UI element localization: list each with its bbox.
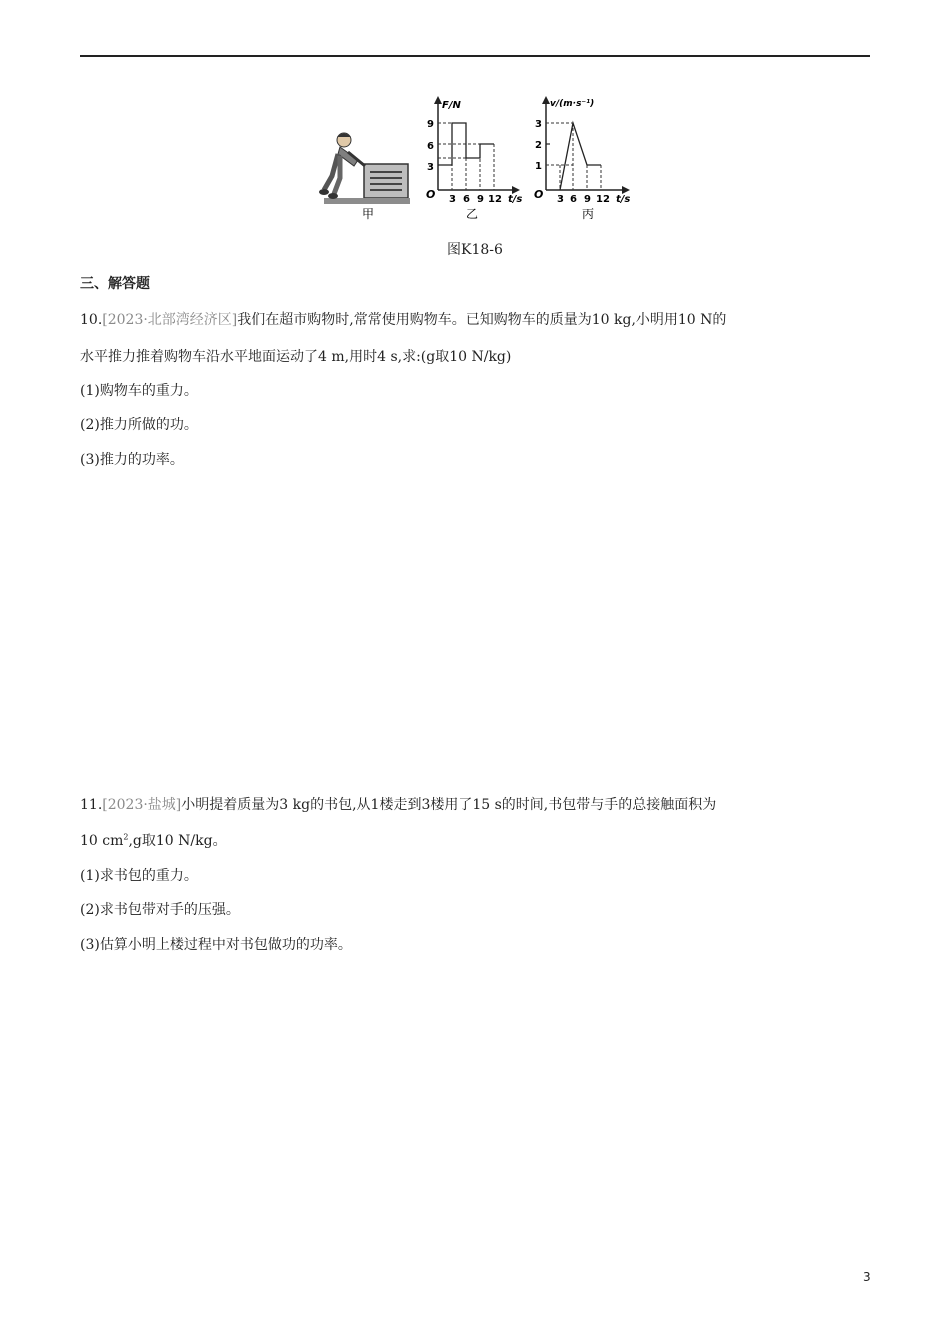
bing-velocity-line [560, 123, 601, 190]
q11-number: 11. [80, 797, 103, 813]
yi-xtick-3: 3 [449, 194, 456, 205]
q11-source: [2023·盐城] [102, 797, 182, 813]
yi-xtick-6: 6 [463, 194, 470, 205]
q10-line1 [80, 309, 726, 329]
q10-part1: (1)购物车的重力。 [80, 383, 198, 399]
bing-ytick-3: 3 [535, 119, 542, 130]
q11-line2 [80, 830, 227, 850]
section-title: 三、解答题 [80, 276, 150, 292]
bing-xtick-3: 3 [557, 194, 564, 205]
q10-text-1: 我们在超市购物时,常常使用购物车。已知购物车的质量为10 kg,小明用10 N的 [237, 312, 727, 328]
ground [324, 198, 410, 204]
q11-part3: (3)估算小明上楼过程中对书包做功的功率。 [80, 937, 352, 953]
bing-xlabel: t/s [616, 194, 631, 205]
figure-k18-6 [318, 92, 638, 228]
yi-ylabel: F/N [442, 100, 461, 111]
q10-line2: 水平推力推着购物车沿水平地面运动了4 m,用时4 s,求:(g取10 N/kg) [80, 349, 512, 365]
yi-xtick-9: 9 [477, 194, 484, 205]
q10-part2: (2)推力所做的功。 [80, 417, 198, 433]
bing-guide-lines [546, 123, 601, 190]
bing-ytick-1: 1 [535, 161, 542, 172]
q11-text-2b: ,g取10 N/kg。 [128, 833, 227, 849]
bing-ylabel: v/(m·s⁻¹) [550, 99, 595, 109]
yi-ytick-9: 9 [427, 119, 434, 130]
bing-xtick-9: 9 [584, 194, 591, 205]
header-rule [80, 55, 870, 57]
box [364, 164, 408, 198]
q11-text-2a: 10 cm [80, 833, 124, 849]
q11-line1 [80, 794, 716, 814]
label-bing: 丙 [582, 207, 595, 221]
q10-number: 10. [80, 312, 103, 328]
page-number: 3 [863, 1270, 871, 1284]
bing-ytick-2: 2 [535, 140, 542, 151]
figure-caption: 图K18-6 [447, 242, 503, 258]
q11-part2: (2)求书包带对手的压强。 [80, 902, 240, 918]
q11-text-1: 小明提着质量为3 kg的书包,从1楼走到3楼用了15 s的时间,书包带与手的总接触面积为 [181, 797, 717, 813]
yi-ytick-6: 6 [427, 141, 434, 152]
bing-origin: O [534, 188, 544, 201]
yi-xtick-12: 12 [488, 194, 502, 205]
bing-xtick-6: 6 [570, 194, 577, 205]
boy-pushing-box-illustration [319, 133, 410, 204]
yi-ytick-3: 3 [427, 162, 434, 173]
q11-part1: (1)求书包的重力。 [80, 868, 198, 884]
q10-source: [2023·北部湾经济区] [102, 312, 238, 328]
label-yi: 乙 [466, 207, 479, 221]
q10-part3: (3)推力的功率。 [80, 452, 184, 468]
yi-xlabel: t/s [508, 194, 523, 205]
label-jia: 甲 [362, 207, 375, 221]
yi-origin: O [426, 188, 436, 201]
chart-yi [426, 96, 522, 205]
bing-xtick-12: 12 [596, 194, 610, 205]
q11-superscript: 2 [123, 832, 129, 842]
chart-bing [534, 96, 630, 205]
